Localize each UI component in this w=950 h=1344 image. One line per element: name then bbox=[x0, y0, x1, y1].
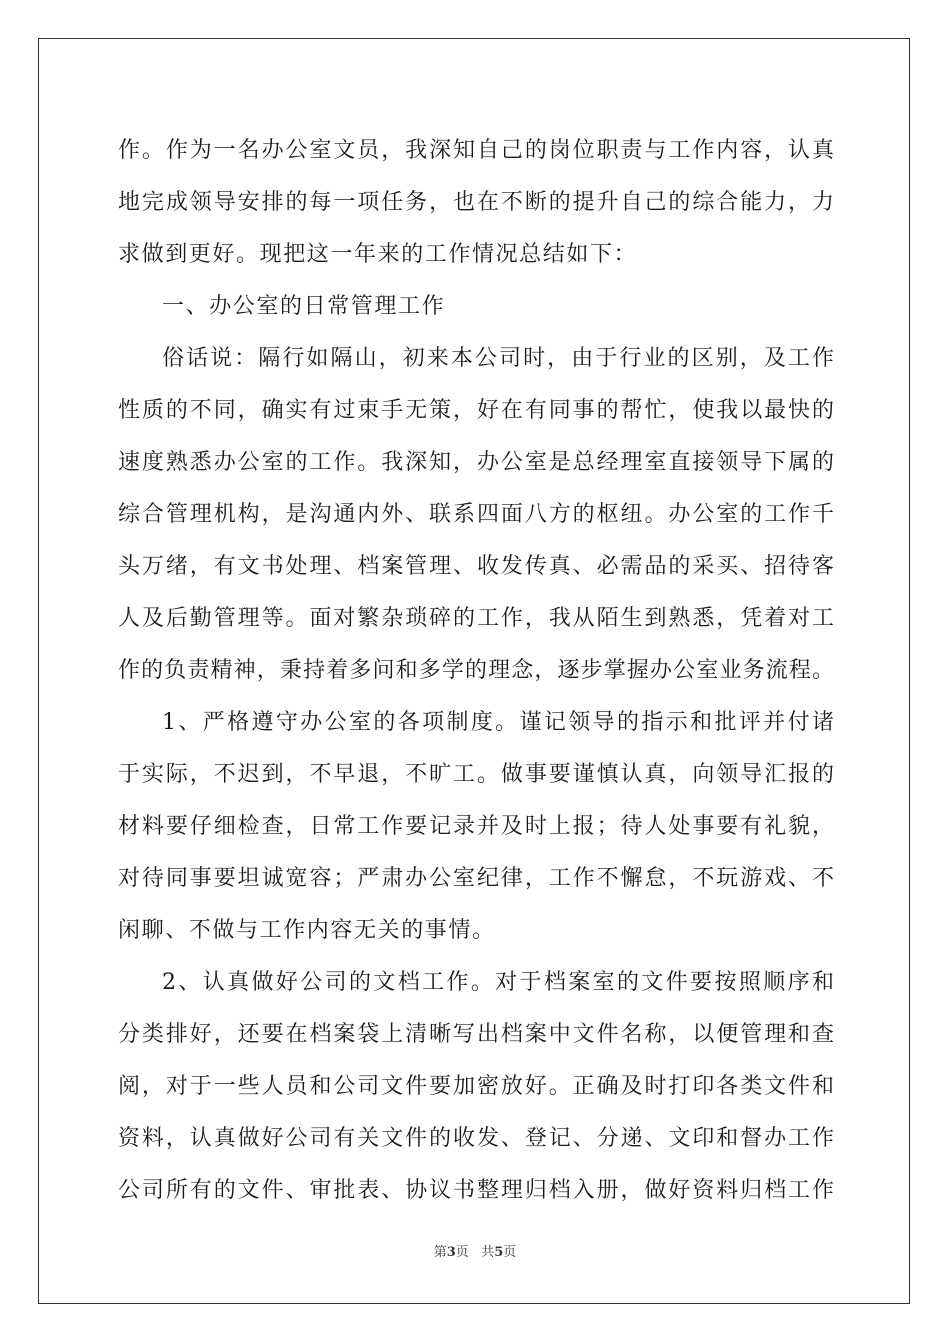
paragraph-line: 闲聊、不做与工作内容无关的事情。 bbox=[118, 918, 496, 943]
paragraph-line: 地完成领导安排的每一项任务，也在不断的提升自己的综合能力，力 bbox=[118, 190, 834, 215]
paragraph-line: 头万绪，有文书处理、档案管理、收发传真、必需品的采买、招待客 bbox=[118, 554, 834, 579]
paragraph-line: 2、认真做好公司的文档工作。对于档案室的文件要按照顺序和 bbox=[162, 970, 834, 995]
page-total-prefix: 共 bbox=[481, 1245, 495, 1260]
paragraph-line: 作的负责精神，秉持着多问和多学的理念，逐步掌握办公室业务流程。 bbox=[118, 658, 834, 683]
paragraph-line: 阅，对于一些人员和公司文件要加密放好。正确及时打印各类文件和 bbox=[118, 1074, 834, 1099]
page-number-suffix: 页 bbox=[455, 1245, 469, 1260]
page-number-total: 5 bbox=[494, 1245, 504, 1260]
page-number-prefix: 第 bbox=[433, 1245, 447, 1260]
paragraph-line: 俗话说：隔行如隔山，初来本公司时，由于行业的区别，及工作 bbox=[162, 346, 834, 371]
paragraph-line: 分类排好，还要在档案袋上清晰写出档案中文件名称，以便管理和查 bbox=[118, 1022, 834, 1047]
paragraph-line: 于实际，不迟到，不早退，不旷工。做事要谨慎认真，向领导汇报的 bbox=[118, 762, 834, 787]
paragraph-line: 资料，认真做好公司有关文件的收发、登记、分递、文印和督办工作 bbox=[118, 1126, 834, 1151]
paragraph-line: 速度熟悉办公室的工作。我深知，办公室是总经理室直接领导下属的 bbox=[118, 450, 834, 475]
page-total-suffix: 页 bbox=[503, 1245, 517, 1260]
paragraph-line: 性质的不同，确实有过束手无策，好在有同事的帮忙，使我以最快的 bbox=[118, 398, 834, 423]
paragraph-line: 1、严格遵守办公室的各项制度。谨记领导的指示和批评并付诸 bbox=[162, 710, 834, 735]
paragraph-line: 求做到更好。现把这一年来的工作情况总结如下： bbox=[118, 242, 638, 267]
page-number-current: 3 bbox=[446, 1245, 456, 1260]
paragraph-line: 作。作为一名办公室文员，我深知自己的岗位职责与工作内容，认真 bbox=[118, 138, 834, 163]
paragraph-line: 综合管理机构，是沟通内外、联系四面八方的枢纽。办公室的工作千 bbox=[118, 502, 834, 527]
section-heading: 一、办公室的日常管理工作 bbox=[162, 294, 446, 319]
paragraph-line: 材料要仔细检查，日常工作要记录并及时上报；待人处事要有礼貌， bbox=[118, 814, 834, 839]
paragraph-line: 人及后勤管理等。面对繁杂琐碎的工作，我从陌生到熟悉，凭着对工 bbox=[118, 606, 834, 631]
paragraph-line: 公司所有的文件、审批表、协议书整理归档入册，做好资料归档工作 bbox=[118, 1178, 834, 1203]
page-footer bbox=[0, 1245, 950, 1261]
paragraph-line: 对待同事要坦诚宽容；严肃办公室纪律，工作不懈怠，不玩游戏、不 bbox=[118, 866, 834, 891]
